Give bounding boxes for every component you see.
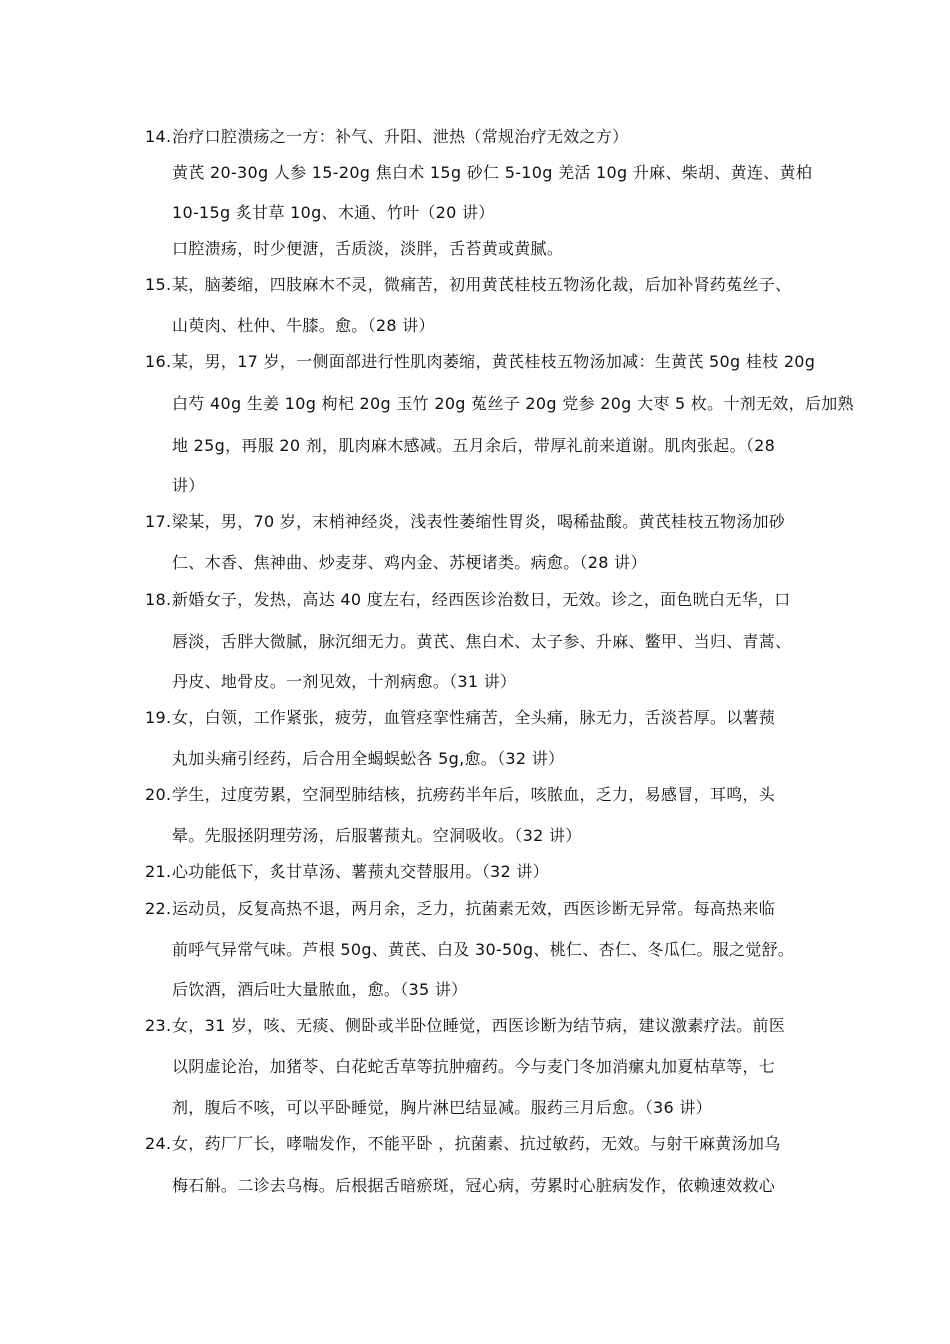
- item-21-line-1: 心功能低下，炙甘草汤、薯蓣丸交替服用。（32 讲）: [172, 862, 549, 881]
- item-14-line-2: 黄芪 20-30g 人参 15-20g 焦白术 15g 砂仁 5-10g 羌活 10g 升麻、柴胡、黄连、黄柏: [172, 163, 813, 182]
- item-23-line-3: 剂，腹后不咳，可以平卧睡觉，胸片淋巴结显减。服药三月后愈。（36 讲）: [172, 1098, 712, 1117]
- item-20-number: 20.: [145, 785, 172, 804]
- item-16-line-2: 白芍 40g 生姜 10g 枸杞 20g 玉竹 20g 菟丝子 20g 党参 20g 大枣 5 枚。十剂无效，后加熟: [172, 394, 854, 413]
- item-15-line-1: 某，脑萎缩，四肢麻木不灵，微痛苦，初用黄芪桂枝五物汤化裁，后加补肾药菟丝子、: [172, 275, 792, 294]
- item-18-number: 18.: [145, 590, 172, 609]
- item-23-line-2: 以阴虚论治，加猪苓、白花蛇舌草等抗肿瘤药。今与麦门冬加消瘰丸加夏枯草等，七: [172, 1057, 776, 1076]
- item-14-line-1: 治疗口腔溃疡之一方：补气、升阳、泄热（常规治疗无效之方）: [172, 127, 629, 146]
- item-18-line-2: 唇淡，舌胖大微腻，脉沉细无力。黄芪、焦白术、太子参、升麻、鳖甲、当归、青蒿、: [172, 632, 792, 651]
- item-17-line-2: 仁、木香、焦神曲、炒麦芽、鸡内金、苏梗诸类。病愈。（28 讲）: [172, 553, 647, 572]
- item-24-number: 24.: [145, 1134, 172, 1153]
- item-21-number: 21.: [145, 862, 172, 881]
- item-17-line-1: 梁某，男，70 岁，末梢神经炎，浅表性萎缩性胃炎，喝稀盐酸。黄芪桂枝五物汤加砂: [172, 512, 786, 531]
- item-22-line-1: 运动员，反复高热不退，两月余，乏力，抗菌素无效，西医诊断无异常。每高热来临: [172, 899, 776, 918]
- item-18-line-1: 新婚女子，发热，高达 40 度左右，经西医诊治数日，无效。诊之，面色晄白无华，口: [172, 590, 791, 609]
- item-22-line-3: 后饮酒，酒后吐大量脓血，愈。（35 讲）: [172, 980, 468, 999]
- item-20-line-2: 晕。先服拯阴理劳汤，后服薯蓣丸。空洞吸收。（32 讲）: [172, 826, 582, 845]
- item-16-line-4: 讲）: [172, 476, 205, 495]
- item-22-line-2: 前呼气异常气味。芦根 50g、黄芪、白及 30-50g、桃仁、杏仁、冬瓜仁。服之觉舒。: [172, 940, 795, 959]
- item-16-number: 16.: [145, 352, 172, 371]
- item-19-line-2: 丸加头痛引经药，后合用全蝎蜈蚣各 5g,愈。（32 讲）: [172, 749, 565, 768]
- item-24-line-2: 梅石斛。二诊去乌梅。后根据舌暗瘀斑，冠心病，劳累时心脏病发作，依赖速效救心: [172, 1176, 776, 1195]
- item-16-line-3: 地 25g，再服 20 剂，肌肉麻木感减。五月余后，带厚礼前来道谢。肌肉张起。（28: [172, 436, 776, 455]
- item-14-number: 14.: [145, 127, 172, 146]
- item-18-line-3: 丹皮、地骨皮。一剂见效，十剂病愈。（31 讲）: [172, 672, 517, 691]
- item-23-line-1: 女，31 岁，咳、无痰、侧卧或半卧位睡觉，西医诊断为结节病，建议激素疗法。前医: [172, 1016, 786, 1035]
- item-14-line-4: 口腔溃疡，时少便溏，舌质淡，淡胖，舌苔黄或黄腻。: [172, 239, 564, 258]
- item-16-line-1: 某，男，17 岁，一侧面部进行性肌肉萎缩，黄芪桂枝五物汤加减：生黄芪 50g 桂枝 20g: [172, 352, 816, 371]
- item-24-line-1: 女，药厂厂长，哮喘发作，不能平卧 ，抗菌素、抗过敏药，无效。与射干麻黄汤加乌: [172, 1134, 781, 1153]
- item-19-line-1: 女，白领，工作紧张，疲劳，血管痉挛性痛苦，全头痛，脉无力，舌淡苔厚。以薯蓣: [172, 708, 776, 727]
- item-22-number: 22.: [145, 899, 172, 918]
- item-23-number: 23.: [145, 1016, 172, 1035]
- item-14-line-3: 10-15g 炙甘草 10g、木通、竹叶（20 讲）: [172, 203, 495, 222]
- item-15-line-2: 山萸肉、杜仲、牛膝。愈。（28 讲）: [172, 316, 435, 335]
- item-17-number: 17.: [145, 512, 172, 531]
- item-15-number: 15.: [145, 275, 172, 294]
- item-19-number: 19.: [145, 708, 172, 727]
- item-20-line-1: 学生，过度劳累，空洞型肺结核，抗痨药半年后，咳脓血，乏力，易感冒，耳鸣，头: [172, 785, 776, 804]
